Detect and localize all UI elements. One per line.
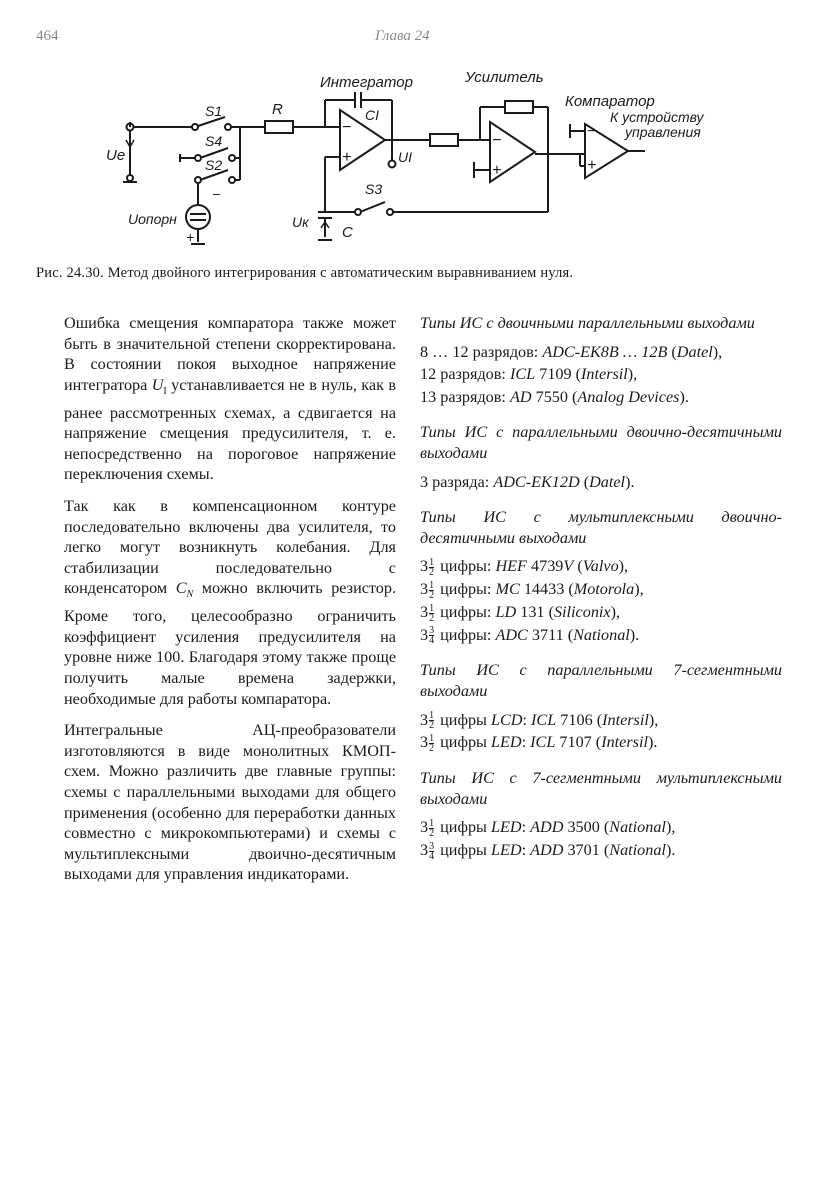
part-number: ADC-EK12D bbox=[493, 472, 580, 491]
fraction: $\frac{1}{2}$ bbox=[429, 579, 435, 601]
left-column bbox=[64, 313, 396, 896]
manufacturer: Siliconix bbox=[553, 602, 611, 621]
label-s1: S1 bbox=[205, 103, 223, 119]
fraction: $\frac{1}{2}$ bbox=[429, 602, 435, 624]
ic-group-heading: Типы ИС с мультиплексными двоично-десятичными выходами bbox=[420, 508, 782, 547]
ic-group-heading: Типы ИС с 7-сегментными мультиплексными выходами bbox=[420, 769, 782, 808]
svg-text:−: − bbox=[587, 123, 597, 140]
label-r: R bbox=[272, 101, 283, 118]
svg-text:+: + bbox=[587, 157, 597, 174]
manufacturer: Datel bbox=[676, 342, 713, 361]
ic-item: 3 $\frac{1}{2}$ цифры: LD 131 (Siliconix), bbox=[420, 602, 621, 624]
figure-caption: Рис. 24.30. Метод двойного интегрирования с автоматическим выравниванием нуля. bbox=[36, 265, 574, 281]
label-to-device-2: управления bbox=[625, 124, 701, 140]
ic-item: 3 $\frac{1}{2}$ цифры: MC 14433 (Motorola), bbox=[420, 579, 644, 601]
label-s4: S4 bbox=[205, 133, 223, 149]
manufacturer: Intersil bbox=[581, 365, 628, 384]
label-c: C bbox=[342, 224, 353, 241]
svg-text:−: − bbox=[492, 132, 502, 149]
ic-item: 3 $\frac{1}{2}$ цифры LCD: ICL 7106 (Intersil), bbox=[420, 710, 659, 732]
part-number: ICL bbox=[509, 365, 536, 384]
manufacturer: National bbox=[609, 841, 666, 860]
manufacturer: Intersil bbox=[602, 710, 649, 729]
manufacturer: National bbox=[609, 818, 666, 837]
fraction: $\frac{1}{2}$ bbox=[429, 733, 435, 755]
ic-item: 3 $\frac{1}{2}$ цифры: HEF 4739V (Valvo), bbox=[420, 557, 629, 579]
label-ci: CI bbox=[365, 107, 379, 123]
ic-group bbox=[420, 768, 782, 861]
resistor-r bbox=[265, 121, 293, 133]
manufacturer: Motorola bbox=[573, 580, 635, 599]
paragraph-3: Интегральные АЦ-преобразователи изготовляются в виде монолитных КМОП-схем. Можно различить две главные группы: схемы с параллельными выходами для общего применения (особенно для переработки данных совместно с микрокомпьютерами) и схемы с мультиплексными двоично-десятичным выходами для управления индикаторами. bbox=[64, 721, 396, 884]
ic-item: 3 $\frac{3}{4}$ цифры: ADC 3711 (National). bbox=[420, 625, 640, 647]
ic-group-heading: Типы ИС с двоичными параллельными выходами bbox=[420, 314, 755, 332]
label-s3: S3 bbox=[365, 181, 383, 197]
svg-text:+: + bbox=[492, 162, 502, 179]
svg-text:−: − bbox=[342, 119, 352, 136]
manufacturer: Valvo bbox=[582, 557, 619, 576]
ic-item: 12 разрядов: ICL 7109 (Intersil), bbox=[420, 365, 638, 384]
ic-group bbox=[420, 313, 782, 407]
label-amplifier: Усилитель bbox=[465, 69, 544, 86]
fraction: $\frac{3}{4}$ bbox=[429, 840, 435, 862]
ic-item: 3 $\frac{1}{2}$ цифры LED: ICL 7107 (Intersil). bbox=[420, 733, 658, 755]
ic-item: 13 разрядов: AD 7550 (Analog Devices). bbox=[420, 387, 689, 406]
ic-group-heading: Типы ИС с параллельными двоично-десятичными выходами bbox=[420, 423, 782, 462]
label-uref: Uопорн bbox=[128, 211, 177, 227]
part-number: MC bbox=[495, 580, 520, 599]
fraction: $\frac{3}{4}$ bbox=[429, 625, 435, 647]
manufacturer: Intersil bbox=[601, 733, 648, 752]
svg-text:+: + bbox=[342, 149, 352, 166]
label-comparator: Компаратор bbox=[565, 93, 655, 110]
part-number: ICL bbox=[530, 733, 556, 752]
ic-group bbox=[420, 660, 782, 753]
ic-group-heading: Типы ИС с параллельными 7-сегментными выходами bbox=[420, 661, 782, 701]
svg-text:+: + bbox=[186, 229, 195, 245]
paragraph-2: Так как в компенсационном контуре последовательно включены два усилителя, то легко могут возникнуть колебания. Для стабилизации последовательно с конденсатором $C_N$ можно включить резистор. Кроме того, целесообразно ограничить коэффициент усиления предусилителя на уровне ниже 100. Благодаря этому также проще получить малые времена задержки, необходимые для работы компаратора. bbox=[64, 496, 397, 708]
svg-text:−: − bbox=[212, 186, 221, 202]
ic-group bbox=[420, 422, 782, 492]
right-column bbox=[420, 313, 782, 876]
manufacturer: National bbox=[573, 625, 630, 644]
fraction: $\frac{1}{2}$ bbox=[429, 557, 435, 579]
fraction: $\frac{1}{2}$ bbox=[429, 710, 435, 732]
label-ue: Ue bbox=[106, 147, 126, 164]
part-number: ADC-EK8B … 12B bbox=[542, 342, 668, 361]
part-number: ICL bbox=[531, 710, 557, 729]
chapter-title: Глава 24 bbox=[375, 28, 430, 44]
ic-item: 8 … 12 разрядов: ADC-EK8B … 12B (Datel), bbox=[420, 342, 723, 361]
ic-item: 3 разряда: ADC-EK12D (Datel). bbox=[420, 472, 635, 491]
part-number: AD bbox=[509, 387, 532, 406]
manufacturer: Datel bbox=[589, 472, 626, 491]
label-integrator: Интегратор bbox=[320, 74, 413, 91]
page-number: 464 bbox=[36, 28, 59, 44]
label-s2: S2 bbox=[205, 157, 223, 173]
fraction: $\frac{1}{2}$ bbox=[429, 818, 435, 840]
part-number: LD bbox=[495, 602, 517, 621]
circuit-diagram bbox=[80, 62, 720, 252]
reference-source bbox=[186, 205, 210, 229]
ic-item: 3 $\frac{1}{2}$ цифры LED: ADD 3500 (National), bbox=[420, 818, 676, 840]
manufacturer: Analog Devices bbox=[577, 387, 680, 406]
ic-item: 3 $\frac{3}{4}$ цифры LED: ADD 3701 (National). bbox=[420, 840, 676, 862]
part-number: ADD bbox=[530, 841, 564, 860]
ic-group bbox=[420, 507, 782, 645]
label-to-device-1: К устройству bbox=[610, 109, 704, 125]
label-ui: UI bbox=[398, 149, 412, 165]
part-number: ADD bbox=[530, 818, 564, 837]
paragraph-1: Ошибка смещения компаратора также может быть в значительной степени скорректирована. В состоянии покоя выходное напряжение интегратора $U_I$ устанавливается не в нуль, как в ранее рассмотренных схемах, а сдвигается на напряжение смещения предусилителя, т. е. непосредственно на пороговое напряжение переключения схемы. bbox=[64, 314, 396, 484]
label-uk: Uк bbox=[292, 214, 309, 230]
part-number: ADC bbox=[495, 625, 528, 644]
part-number: HEF bbox=[495, 557, 527, 576]
